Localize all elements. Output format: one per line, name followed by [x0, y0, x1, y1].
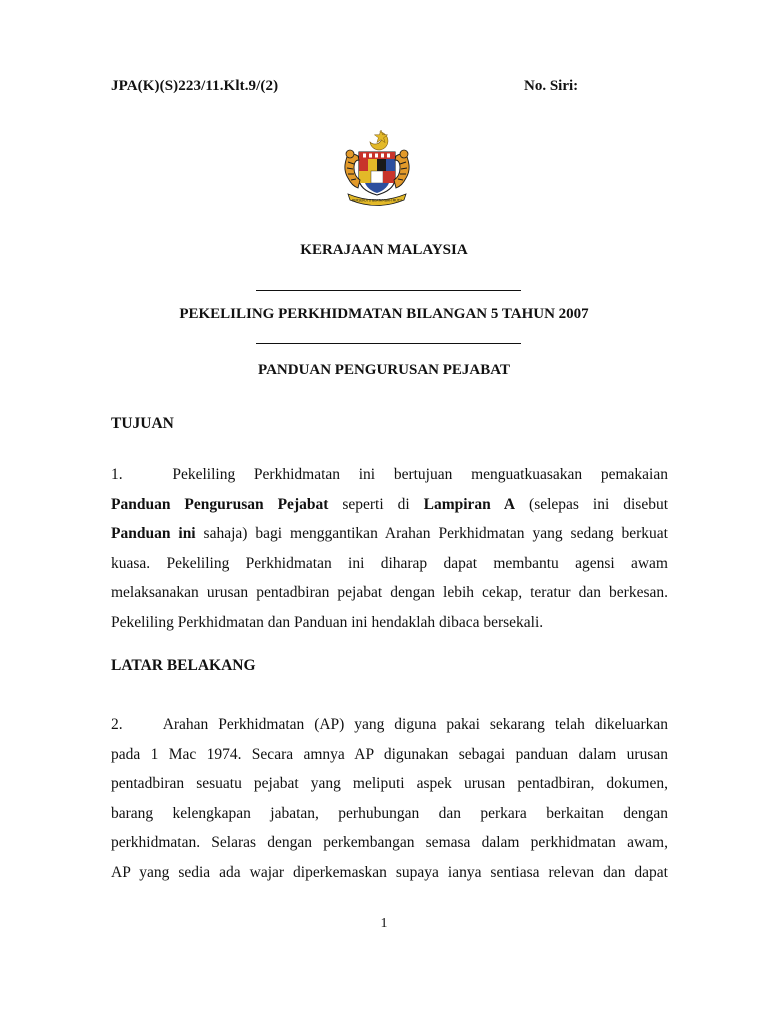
text-fragment: seperti di — [328, 495, 424, 513]
text-fragment: bertujuan — [393, 466, 453, 483]
paragraph-1-line-6: Pekeliling Perkhidmatan dan Panduan ini hendaklah dibaca bersekali. — [111, 613, 544, 631]
text-fragment: sahaja) bagi menggantikan Arahan Perkhidmatan yang sedang berkuat — [195, 525, 668, 542]
paragraph-2-line-4: barang kelengkapan jabatan, perhubungan dan perkara berkaitan dengan — [111, 804, 668, 822]
circular-title: PEKELILING PERKHIDMATAN BILANGAN 5 TAHUN 2007 — [179, 306, 589, 322]
crest-motto: BERSEKUTU BERTAMBAH MUTU — [351, 198, 403, 203]
paragraph-2-line-1 — [111, 710, 668, 740]
paragraph-1-line-4: kuasa. Pekeliling Perkhidmatan ini diharap dapat membantu agensi awam — [111, 554, 668, 572]
government-title: KERAJAAN MALAYSIA — [300, 242, 468, 258]
section-heading-tujuan: TUJUAN — [111, 415, 174, 432]
paragraph-1-line-2 — [111, 490, 668, 520]
paragraph-1-line-3 — [111, 519, 668, 549]
paragraph-2-line-2: pada 1 Mac 1974. Secara amnya AP digunakan sebagai panduan dalam urusan — [111, 745, 668, 763]
serial-number-label: No. Siri: — [524, 78, 579, 94]
paragraph-2-line-3: pentadbiran sesuatu pejabat yang meliputi aspek urusan pentadbiran, dokumen, — [111, 775, 668, 792]
page-number: 1 — [380, 916, 388, 931]
text-fragment: ini — [358, 466, 376, 483]
coat-of-arms-emblem — [334, 126, 420, 212]
paragraph-1 — [111, 460, 668, 637]
text-fragment: Perkhidmatan — [253, 466, 341, 483]
paragraph-2 — [111, 710, 668, 887]
subject-title: PANDUAN PENGURUSAN PEJABAT — [258, 362, 510, 378]
paragraph-1-line-1 — [111, 460, 668, 490]
reference-number: JPA(K)(S)223/11.Klt.9/(2) — [111, 78, 279, 94]
text-fragment: Pekeliling — [172, 466, 236, 483]
text-fragment: menguatkuasakan — [471, 466, 583, 483]
text-fragment: (selepas ini disebut — [515, 495, 669, 513]
paragraph-2-line-5: perkhidmatan. Selaras dengan perkembangan semasa dalam perkhidmatan awam, — [111, 834, 668, 851]
text-fragment: pemakaian — [600, 466, 668, 483]
divider-top — [256, 290, 521, 291]
bold-term: Panduan Pengurusan Pejabat — [111, 495, 329, 513]
paragraph-number: 2. — [111, 716, 123, 733]
divider-bottom — [256, 343, 521, 344]
paragraph-number: 1. — [111, 466, 123, 483]
bold-term: Lampiran A — [423, 495, 516, 513]
paragraph-2-line-6: AP yang sedia ada wajar diperkemaskan supaya ianya sentiasa relevan dan dapat — [111, 863, 668, 881]
text-fragment: Arahan Perkhidmatan (AP) yang diguna pakai sekarang telah dikeluarkan — [162, 716, 669, 733]
section-heading-latar-belakang: LATAR BELAKANG — [111, 657, 256, 674]
bold-term: Panduan ini — [111, 525, 196, 542]
paragraph-1-line-5: melaksanakan urusan pentadbiran pejabat dengan lebih cekap, teratur dan berkesan. — [111, 584, 668, 601]
